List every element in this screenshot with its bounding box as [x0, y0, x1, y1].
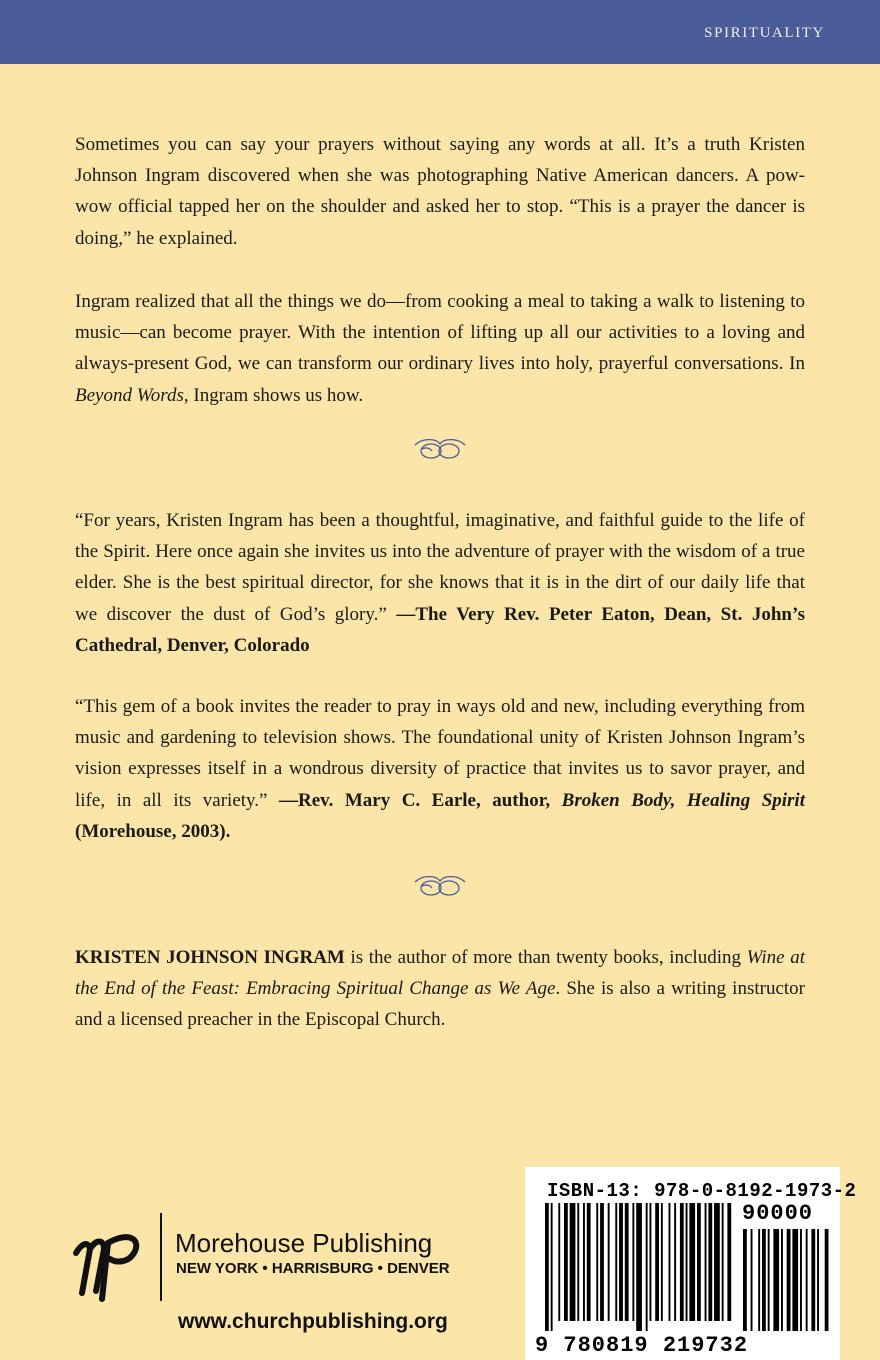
description-text: Ingram realized that all the things we do—from cooking a meal to taking a walk to listening to music—can become prayer. With the intention of lifting up all our activities to a loving and always-present God, we can transform our ordinary lives into holy, prayerful conversations. In [75, 291, 805, 375]
flourish-ornament-2 [412, 873, 468, 899]
addon-bar [825, 1229, 829, 1331]
barcode-bar [646, 1203, 648, 1331]
barcode-bar [570, 1203, 576, 1321]
ean-digits: 9 780819 219732 [535, 1333, 749, 1358]
category-label: SPIRITUALITY [704, 25, 825, 41]
barcode-bar [697, 1203, 701, 1321]
addon-bar [806, 1229, 808, 1331]
publisher-logo-mark [72, 1213, 152, 1303]
barcode-bar [577, 1203, 579, 1321]
price-code: 90000 [742, 1201, 814, 1226]
endorsement-book-title: Broken Body, Healing Spirit [561, 789, 805, 811]
category-band [0, 0, 880, 64]
barcode-bar [705, 1203, 707, 1321]
barcode-bar [661, 1203, 663, 1321]
author-book-title: Wine at the End of the Feast: Embracing Spiritual Change as We Age [75, 947, 805, 1000]
barcode-bar [722, 1203, 724, 1321]
logo-divider [160, 1213, 162, 1301]
barcode-bar [680, 1203, 684, 1321]
barcode-bar [674, 1203, 676, 1321]
addon-bar [800, 1229, 802, 1331]
barcode-bar [558, 1203, 560, 1321]
barcode-bar [625, 1203, 629, 1321]
description-paragraph-2 [75, 286, 805, 411]
isbn-barcode [525, 1167, 857, 1360]
addon-bar [792, 1229, 798, 1331]
addon-bar [781, 1229, 783, 1331]
barcode-bar [632, 1203, 634, 1321]
addon-bar [743, 1229, 747, 1331]
barcode-bar [714, 1203, 720, 1321]
barcode-bar [564, 1203, 568, 1321]
barcode-bar [636, 1203, 642, 1331]
barcode-bar [600, 1203, 604, 1321]
publisher-url: www.churchpublishing.org [178, 1310, 448, 1333]
description-paragraph-1: Sometimes you can say your prayers without saying any words at all. It’s a truth Kristen Johnson Ingram discovered when she was photographing Native American dancers. A pow-wow official tapped her on the shoulder and asked her to stop. “This is a prayer the dancer is doing,” he explained. [75, 134, 805, 249]
barcode-bar [551, 1203, 553, 1331]
barcode-bar [650, 1203, 652, 1321]
addon-bar [751, 1229, 753, 1331]
addon-bar [773, 1229, 779, 1331]
barcode-bar [689, 1203, 695, 1321]
endorsement-2 [75, 691, 805, 847]
barcode-bar [615, 1203, 617, 1321]
barcode-bar [655, 1203, 659, 1321]
barcode-bar [686, 1203, 688, 1321]
author-name: KRISTEN JOHNSON INGRAM [75, 947, 345, 968]
addon-bar [817, 1229, 819, 1331]
endorsement-quote: “For years, Kristen Ingram has been a thoughtful, imaginative, and faithful guide to the life of the Spirit. Here once again she invites us into the adventure of prayer with the wisdom of a true elder. She is the best spiritual director, for she knows that it is in the dirt of our daily life that we discover the dust of God’s glory.” [75, 510, 805, 625]
addon-bar [811, 1229, 815, 1331]
addon-bar [787, 1229, 791, 1331]
author-bio [75, 942, 805, 1036]
endorsement-1 [75, 505, 805, 661]
barcode-bar [619, 1203, 623, 1321]
flourish-ornament-1 [412, 436, 468, 462]
isbn-label: ISBN-13: 978-0-8192-1973-2 [547, 1180, 857, 1202]
author-bio-text: is the author of more than twenty books, including [344, 947, 747, 968]
barcode-bar [727, 1203, 731, 1321]
barcode-bar [583, 1203, 585, 1321]
barcode-bar [608, 1203, 610, 1321]
barcode-bar [545, 1203, 549, 1331]
description-text-end: , Ingram shows us how. [183, 384, 364, 406]
publisher-cities: NEW YORK • HARRISBURG • DENVER [176, 1260, 450, 1277]
addon-bar [762, 1229, 766, 1331]
endorsement-attribution: —The Very Rev. Peter Eaton, Dean, St. John’s Cathedral, Denver, Colorado [75, 603, 806, 656]
author-bio-text-end: . She is also a writing instructor and a licensed preacher in the Episcopal Church. [75, 978, 805, 1031]
endorsement-attribution: —Rev. Mary C. Earle, author, [278, 789, 562, 811]
publisher-name: Morehouse Publishing [175, 1228, 433, 1258]
barcode-bar [596, 1203, 598, 1321]
book-title: Beyond Words [75, 384, 184, 406]
barcode-bar [708, 1203, 712, 1321]
barcode-bar [587, 1203, 591, 1321]
endorsement-quote: “This gem of a book invites the reader to pray in ways old and new, including everything from music and gardening to television shows. The foundational unity of Kristen Johnson Ingram’s vision expresses itself in a wondrous diversity of practice that invites us to savor prayer, and life, in all its variety.” [75, 696, 805, 811]
addon-bar [768, 1229, 770, 1331]
addon-bar [758, 1229, 760, 1331]
endorsement-publisher-note: (Morehouse, 2003). [75, 820, 231, 842]
barcode-bar [669, 1203, 671, 1321]
